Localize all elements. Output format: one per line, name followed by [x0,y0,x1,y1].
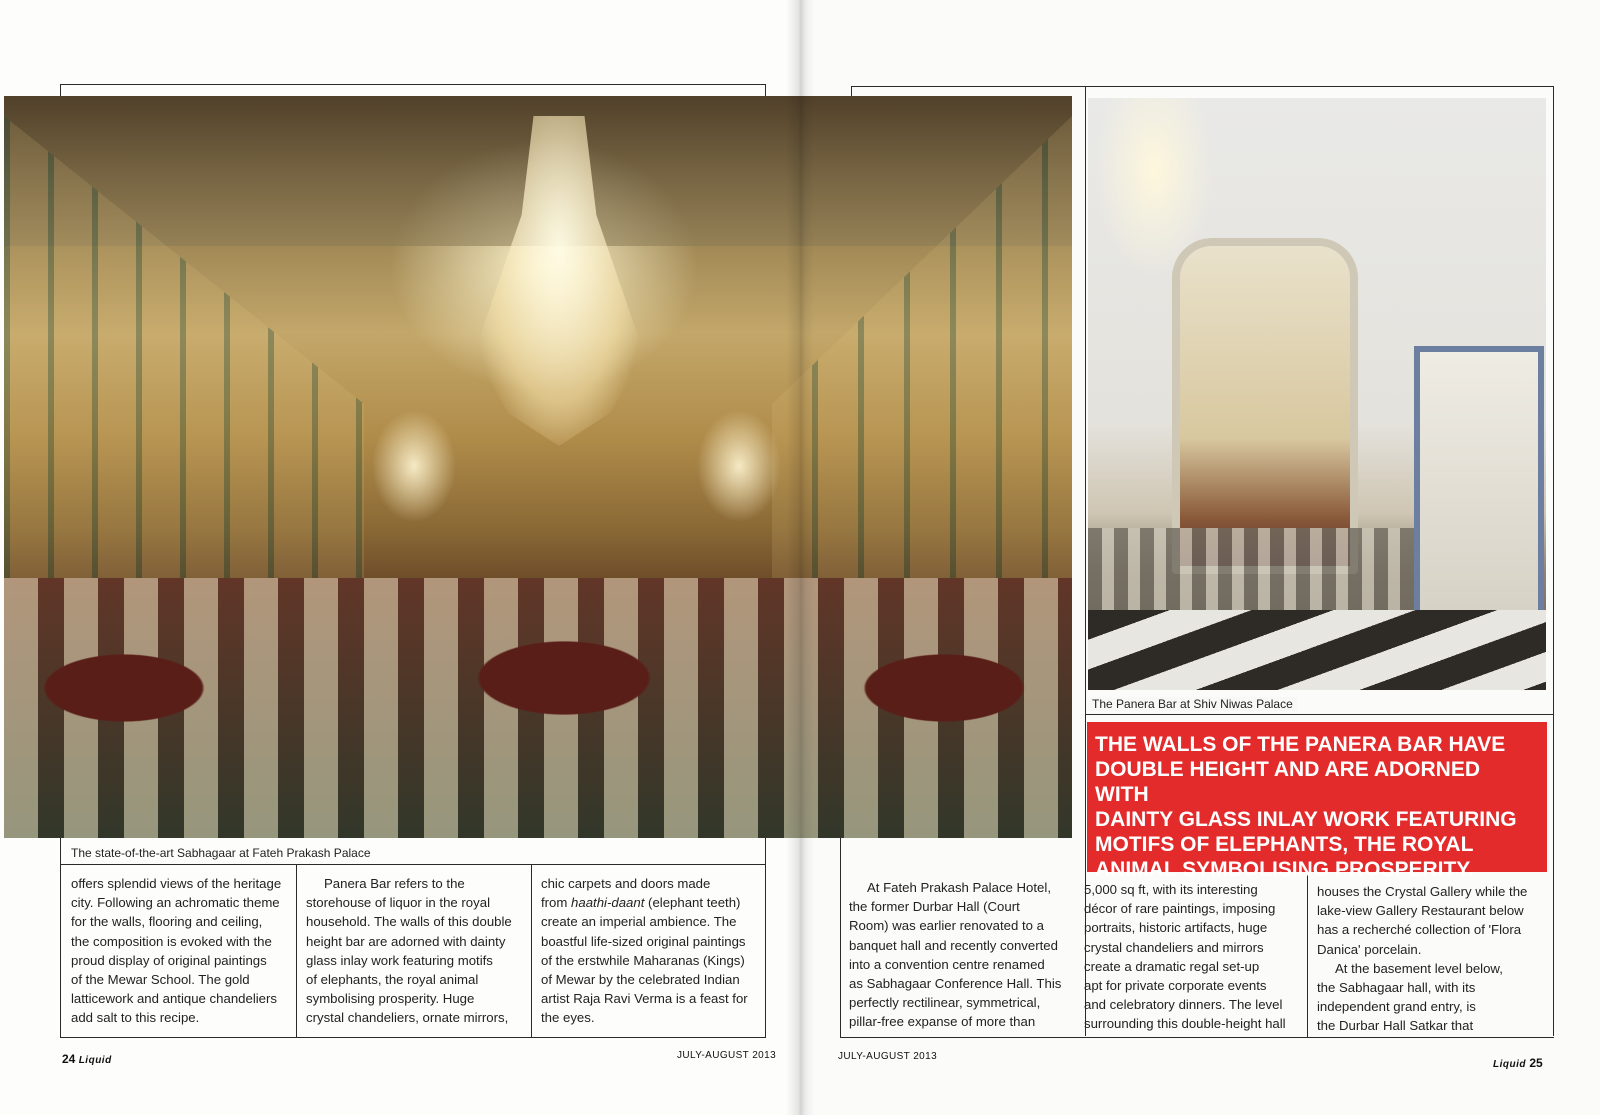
frame-right-vertical-left-page [765,838,766,1038]
text-line: the composition is evoked with the [71,933,272,949]
text-line: of the erstwhile Maharanas (Kings) [541,952,745,968]
frame-right-col-left [840,838,841,1038]
text-line: the former Durbar Hall (Court [849,899,1020,915]
col-divider-2 [531,864,532,1038]
italic-term: haathi-daant [571,895,645,911]
magazine-brand: Liquid [78,1055,112,1066]
text-line: has a recherché collection of 'Flora [1317,922,1522,938]
text-line: latticework and antique chandeliers [71,991,277,1007]
text-line: household. The walls of this double [306,914,512,930]
left-column-1 [71,874,286,1028]
text-line: crystal chandeliers, ornate mirrors, [306,1010,509,1026]
left-column-3 [541,874,756,1028]
left-dateline: JULY-AUGUST 2013 [677,1050,777,1061]
text-line: the Durbar Hall Satkar that [1317,1018,1474,1034]
doorway [1414,346,1544,618]
pull-quote-line: THE WALLS OF THE PANERA BAR HAVE [1095,733,1506,756]
caption-rule-left [60,864,766,865]
frame-edge-left [60,84,61,96]
text-line: décor of rare paintings, imposing [1084,901,1276,917]
text-line: for the walls, flooring and ceiling, [71,914,263,930]
text-line: add salt to this recipe. [71,1010,200,1026]
right-column-1 [849,878,1069,1032]
text-line: into a convention centre renamed [849,956,1045,972]
text-line: glass inlay work featuring motifs [306,952,493,968]
text-line: lake-view Gallery Restaurant below [1317,903,1524,919]
left-folio [62,1052,112,1066]
text-line: create a dramatic regal set-up [1084,958,1260,974]
caption-rule-right [1085,714,1554,715]
text-line: houses the Crystal Gallery while the [1317,884,1528,899]
panera-caption: The Panera Bar at Shiv Niwas Palace [1088,697,1297,711]
text-line: proud display of original paintings [71,952,267,968]
right-dateline: JULY-AUGUST 2013 [838,1051,938,1062]
text-line: apt for private corporate events [1084,978,1267,994]
text-fragment: (elephant teeth) [648,895,741,911]
panera-bar-photo [1088,98,1546,690]
col-divider-3 [1307,872,1308,1038]
page-number: 24 [62,1052,76,1066]
text-line: of elephants, the royal animal [306,972,479,988]
text-line: pillar-free expanse of more than [849,1014,1036,1030]
text-line: Panera Bar refers to the [324,876,465,891]
pull-quote-line: DAINTY GLASS INLAY WORK FEATURING [1095,808,1517,831]
frame-bottom-right [840,1037,1554,1038]
text-line: At the basement level below, [1335,960,1503,976]
text-line: height bar are adorned with dainty [306,933,506,949]
text-line: of Mewar by the celebrated Indian [541,972,740,988]
page-number: 25 [1529,1056,1543,1070]
frame-left-vertical [60,838,61,1038]
text-line: chic carpets and doors made [541,876,711,891]
text-line: offers splendid views of the heritage [71,876,282,891]
text-line: city. Following an achromatic theme [71,895,280,911]
text-line: At Fateh Prakash Palace Hotel, [867,880,1051,895]
spine-shadow [786,0,814,1115]
frame-top-right [851,86,1554,87]
text-line: crystal chandeliers and mirrors [1084,939,1264,955]
banquet-hall-photo [4,96,1072,838]
text-line: 5,000 sq ft, with its interesting [1084,882,1258,897]
text-line: independent grand entry, is [1317,999,1476,1015]
pull-quote-line: ANIMAL SYMBOLISING PROSPERITY. [1095,858,1474,881]
text-line: artist Raja Ravi Verma is a feast for [541,991,748,1007]
text-fragment: from [541,895,568,911]
frame-top-left [60,84,766,85]
right-folio [1493,1056,1543,1070]
banquet-caption: The state-of-the-art Sabhagaar at Fateh Prakash Palace [71,846,371,860]
left-column-2 [306,874,521,1028]
text-line: storehouse of liquor in the royal [306,895,491,911]
text-line: banquet hall and recently converted [849,937,1058,953]
text-line: of the Mewar School. The gold [71,972,250,988]
elephant-frieze [1088,528,1418,618]
text-line: and celebratory dinners. The level [1084,997,1283,1013]
right-column-3 [1317,882,1547,1036]
ornate-mirror [1172,238,1358,574]
text-line: the Sabhagaar hall, with its [1317,980,1476,996]
patterned-floor [1088,610,1546,690]
text-line: surrounding this double-height hall [1084,1016,1286,1032]
frame-edge-right-top [851,86,852,96]
text-line: portraits, historic artifacts, huge [1084,920,1268,936]
text-line: symbolising prosperity. Huge [306,991,475,1007]
text-line-mixed [541,893,756,912]
magazine-brand: Liquid [1493,1059,1526,1070]
text-line: the eyes. [541,1010,595,1026]
text-line: boastful life-sized original paintings [541,933,746,949]
text-line: perfectly rectilinear, symmetrical, [849,995,1041,1011]
pull-quote-line: MOTIFS OF ELEPHANTS, THE ROYAL [1095,833,1474,856]
pull-quote-line: DOUBLE HEIGHT AND ARE ADORNED WITH [1095,758,1481,806]
text-line: create an imperial ambience. The [541,914,737,930]
text-line: Danica' porcelain. [1317,941,1422,957]
right-column-2 [1084,880,1299,1034]
text-line: Room) was earlier renovated to a [849,918,1044,934]
pull-quote [1087,722,1547,881]
col-divider-1 [296,864,297,1038]
frame-right-outer [1553,86,1554,1036]
frame-bottom-left [60,1037,766,1038]
text-line: as Sabhagaar Conference Hall. This [849,976,1062,992]
dining-tables [4,578,1072,838]
